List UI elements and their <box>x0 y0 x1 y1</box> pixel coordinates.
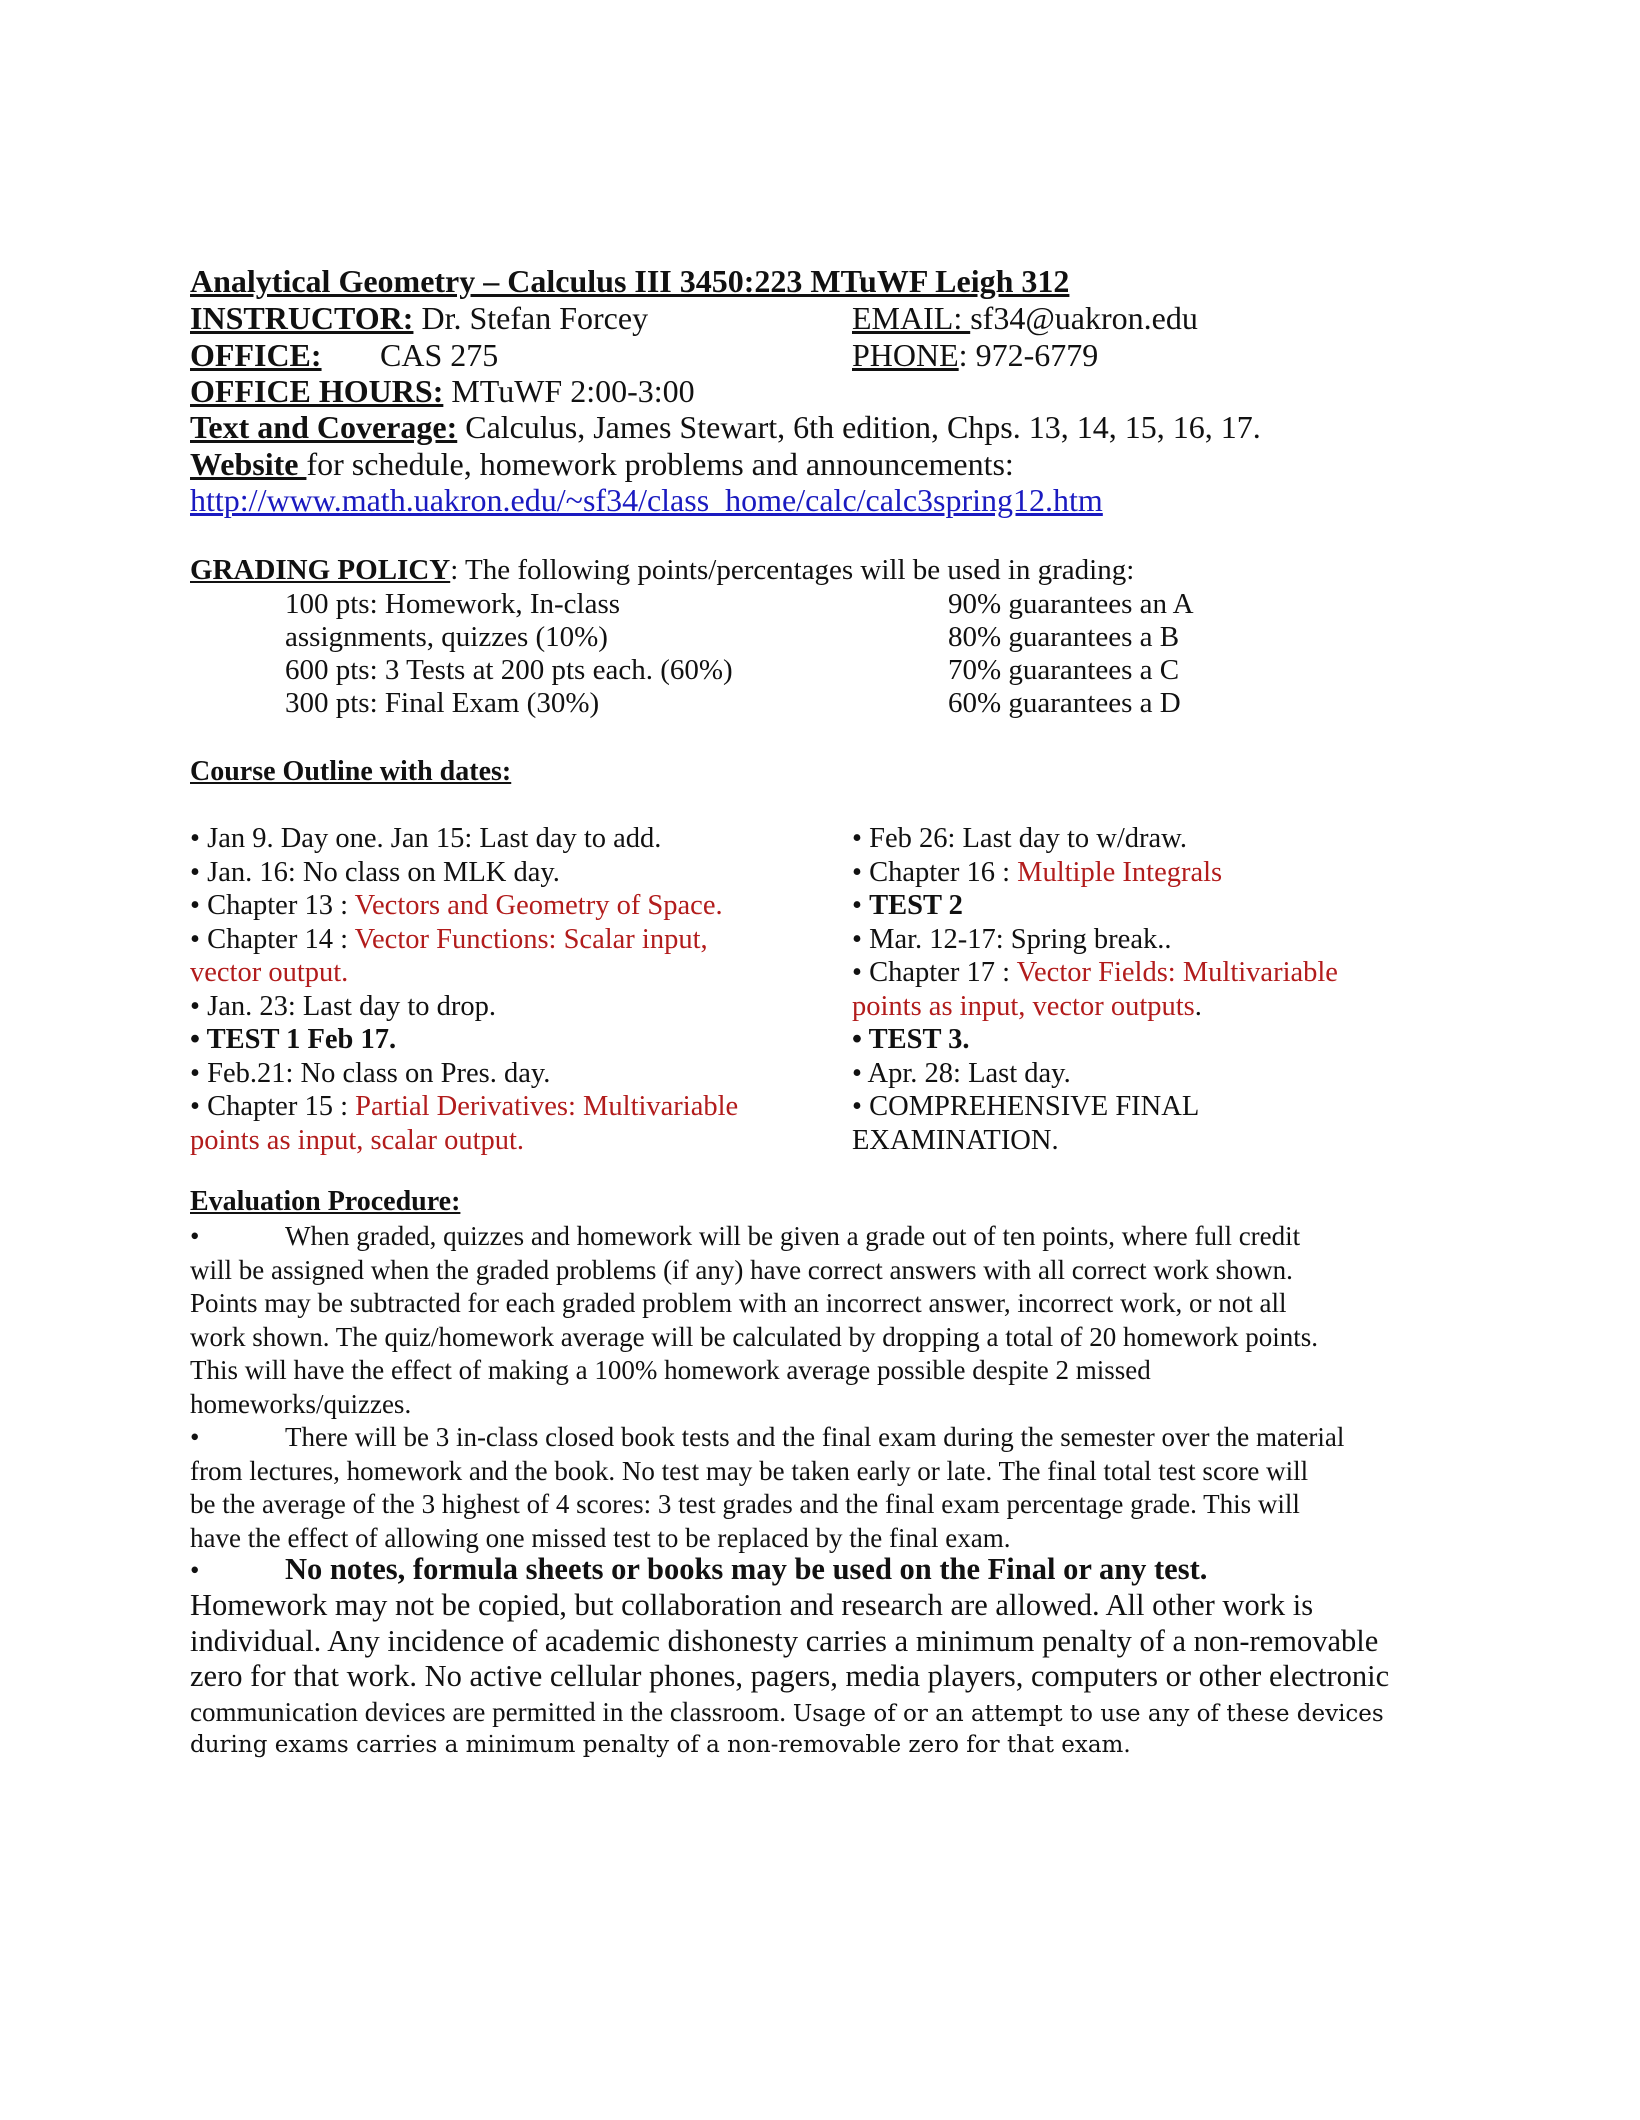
evaluation-paragraph-line: This will have the effect of making a 100% homework average possible despite 2 missed <box>190 1355 1151 1385</box>
email-line <box>852 300 1198 337</box>
outline-chapter-topic: Partial Derivatives: Multivariable <box>355 1091 739 1122</box>
grade-scale-list <box>948 588 1194 720</box>
outline-test-item: • TEST 2 <box>852 890 963 921</box>
website-description: for schedule, homework problems and announcements: <box>306 446 1014 482</box>
instructor-value: Dr. Stefan Forcey <box>413 300 649 336</box>
grading-policy-line <box>190 554 1134 587</box>
device-policy-line-2: during exams carries a minimum penalty of a non-removable zero for that exam. <box>190 1732 1131 1758</box>
outline-item: • Jan 9. Day one. Jan 15: Last day to add. <box>190 823 662 854</box>
instructor-line <box>190 300 648 337</box>
evaluation-paragraph-line: homeworks/quizzes. <box>190 1388 412 1419</box>
outline-item: • Jan. 16: No class on MLK day. <box>190 856 560 888</box>
outline-chapter-topic: Vector Functions: Scalar input, <box>354 923 708 955</box>
grading-policy-intro: : The following points/percentages will be used in grading: <box>450 554 1135 586</box>
outline-chapter-label: • Chapter 13 : <box>190 890 355 921</box>
phone-line <box>852 337 1098 374</box>
outline-chapter-topic: Vector Fields: Multivariable <box>1016 957 1338 988</box>
outline-item: • Feb.21: No class on Pres. day. <box>190 1057 551 1089</box>
outline-item: • Apr. 28: Last day. <box>852 1057 1071 1089</box>
outline-item: • Jan. 23: Last day to drop. <box>190 990 497 1022</box>
evaluation-heading: Evaluation Procedure: <box>190 1186 461 1217</box>
outline-item <box>190 889 738 923</box>
outline-right-column <box>852 822 1338 1157</box>
text-coverage-value: Calculus, James Stewart, 6th edition, Chps. 13, 14, 15, 16, 17. <box>457 409 1261 445</box>
policy-line: individual. Any incidence of academic dishonesty carries a minimum penalty of a non-removable <box>190 1623 1379 1658</box>
evaluation-paragraph-line: Points may be subtracted for each graded problem with an incorrect answer, incorrect work, or not all <box>190 1288 1287 1318</box>
website-label: Website <box>190 446 307 482</box>
no-notes-rule <box>190 1552 1207 1589</box>
points-item: assignments, quizzes (10%) <box>285 621 608 653</box>
device-policy-line: communication devices are permitted in the classroom. Usage of or an attempt to use any of these devices <box>190 1697 1384 1727</box>
office-value: CAS 275 <box>380 337 499 373</box>
points-list <box>285 588 733 720</box>
bullet-glyph: • <box>190 1221 200 1251</box>
evaluation-paragraph-line: have the effect of allowing one missed test to be replaced by the final exam. <box>190 1522 1011 1553</box>
text-coverage-label: Text and Coverage: <box>190 409 458 445</box>
website-line <box>190 446 1014 483</box>
no-notes-text: No notes, formula sheets or books may be used on the Final or any test. <box>285 1552 1208 1586</box>
text-coverage-line <box>190 409 1261 446</box>
phone-value: : 972-6779 <box>958 337 1099 373</box>
outline-chapter-label: • Chapter 16 : <box>852 856 1018 888</box>
outline-chapter-topic-cont: vector output. <box>190 957 349 988</box>
outline-item: • Feb 26: Last day to w/draw. <box>852 823 1188 854</box>
office-label: OFFICE: <box>190 337 322 373</box>
evaluation-paragraph-line: • When graded, quizzes and homework will be given a grade out of ten points, where full credit <box>190 1220 1344 1254</box>
phone-label: PHONE <box>852 337 959 373</box>
evaluation-body <box>190 1220 1344 1555</box>
evaluation-paragraph-line: be the average of the 3 highest of 4 scores: 3 test grades and the final exam percentage grade. This will <box>190 1489 1300 1519</box>
bullet-glyph: • <box>190 1555 200 1585</box>
outline-item <box>852 856 1338 890</box>
outline-chapter-topic-cont: points as input, vector outputs. <box>852 990 1202 1022</box>
email-value: sf34@uakron.edu <box>970 300 1198 336</box>
outline-test-item: • TEST 1 Feb 17. <box>190 1024 397 1055</box>
outline-item <box>852 956 1338 990</box>
outline-item: • Mar. 12-17: Spring break.. <box>852 923 1172 955</box>
evaluation-paragraph-line: • There will be 3 in-class closed book tests and the final exam during the semester over the material <box>190 1421 1344 1455</box>
honesty-policy <box>190 1588 1389 1695</box>
course-website-link[interactable]: http://www.math.uakron.edu/~sf34/class_home/calc/calc3spring12.htm <box>190 482 1103 518</box>
course-outline-heading: Course Outline with dates: <box>190 756 512 787</box>
outline-item <box>190 923 738 957</box>
evaluation-paragraph-line: will be assigned when the graded problems (if any) have correct answers with all correct work shown. <box>190 1254 1293 1285</box>
outline-chapter-topic: Multiple Integrals <box>1017 856 1223 888</box>
outline-chapter-topic: Vectors and Geometry of Space. <box>354 890 723 921</box>
outline-test-item: • TEST 3. <box>852 1024 970 1055</box>
office-hours-value: MTuWF 2:00-3:00 <box>443 373 695 409</box>
grade-scale-item: 70% guarantees a C <box>948 654 1180 686</box>
outline-left-column <box>190 822 738 1157</box>
evaluation-paragraph-line: work shown. The quiz/homework average will be calculated by dropping a total of 20 homework points. <box>190 1321 1318 1352</box>
policy-line: zero for that work. No active cellular phones, pagers, media players, computers or other electronic <box>190 1659 1390 1693</box>
points-item: 600 pts: 3 Tests at 200 pts each. (60%) <box>285 654 733 686</box>
grade-scale-item: 80% guarantees a B <box>948 621 1180 653</box>
outline-chapter-label: • Chapter 15 : <box>190 1091 356 1122</box>
points-item: 100 pts: Homework, In-class <box>285 588 621 620</box>
points-item: 300 pts: Final Exam (30%) <box>285 687 600 719</box>
grade-scale-item: 60% guarantees a D <box>948 687 1181 719</box>
office-hours-line <box>190 373 695 410</box>
bullet-glyph: • <box>190 1422 200 1452</box>
outline-item: • COMPREHENSIVE FINAL <box>852 1091 1200 1122</box>
outline-chapter-label: • Chapter 17 : <box>852 957 1017 988</box>
grading-policy-label: GRADING POLICY <box>190 554 451 586</box>
outline-item: EXAMINATION. <box>852 1124 1059 1156</box>
instructor-label: INSTRUCTOR: <box>190 300 414 336</box>
outline-chapter-topic-cont: points as input, scalar output. <box>190 1124 525 1156</box>
course-title: Analytical Geometry – Calculus III 3450:223 MTuWF Leigh 312 <box>190 263 1070 299</box>
grade-scale-item: 90% guarantees an A <box>948 588 1194 620</box>
outline-chapter-label: • Chapter 14 : <box>190 923 355 955</box>
policy-line: Homework may not be copied, but collaboration and research are allowed. All other work is <box>190 1588 1314 1622</box>
office-line <box>190 337 322 374</box>
office-hours-label: OFFICE HOURS: <box>190 373 444 409</box>
outline-item <box>190 1090 738 1124</box>
email-label: EMAIL: <box>852 300 971 336</box>
evaluation-paragraph-line: from lectures, homework and the book. No test may be taken early or late. The final total test score will <box>190 1455 1309 1486</box>
